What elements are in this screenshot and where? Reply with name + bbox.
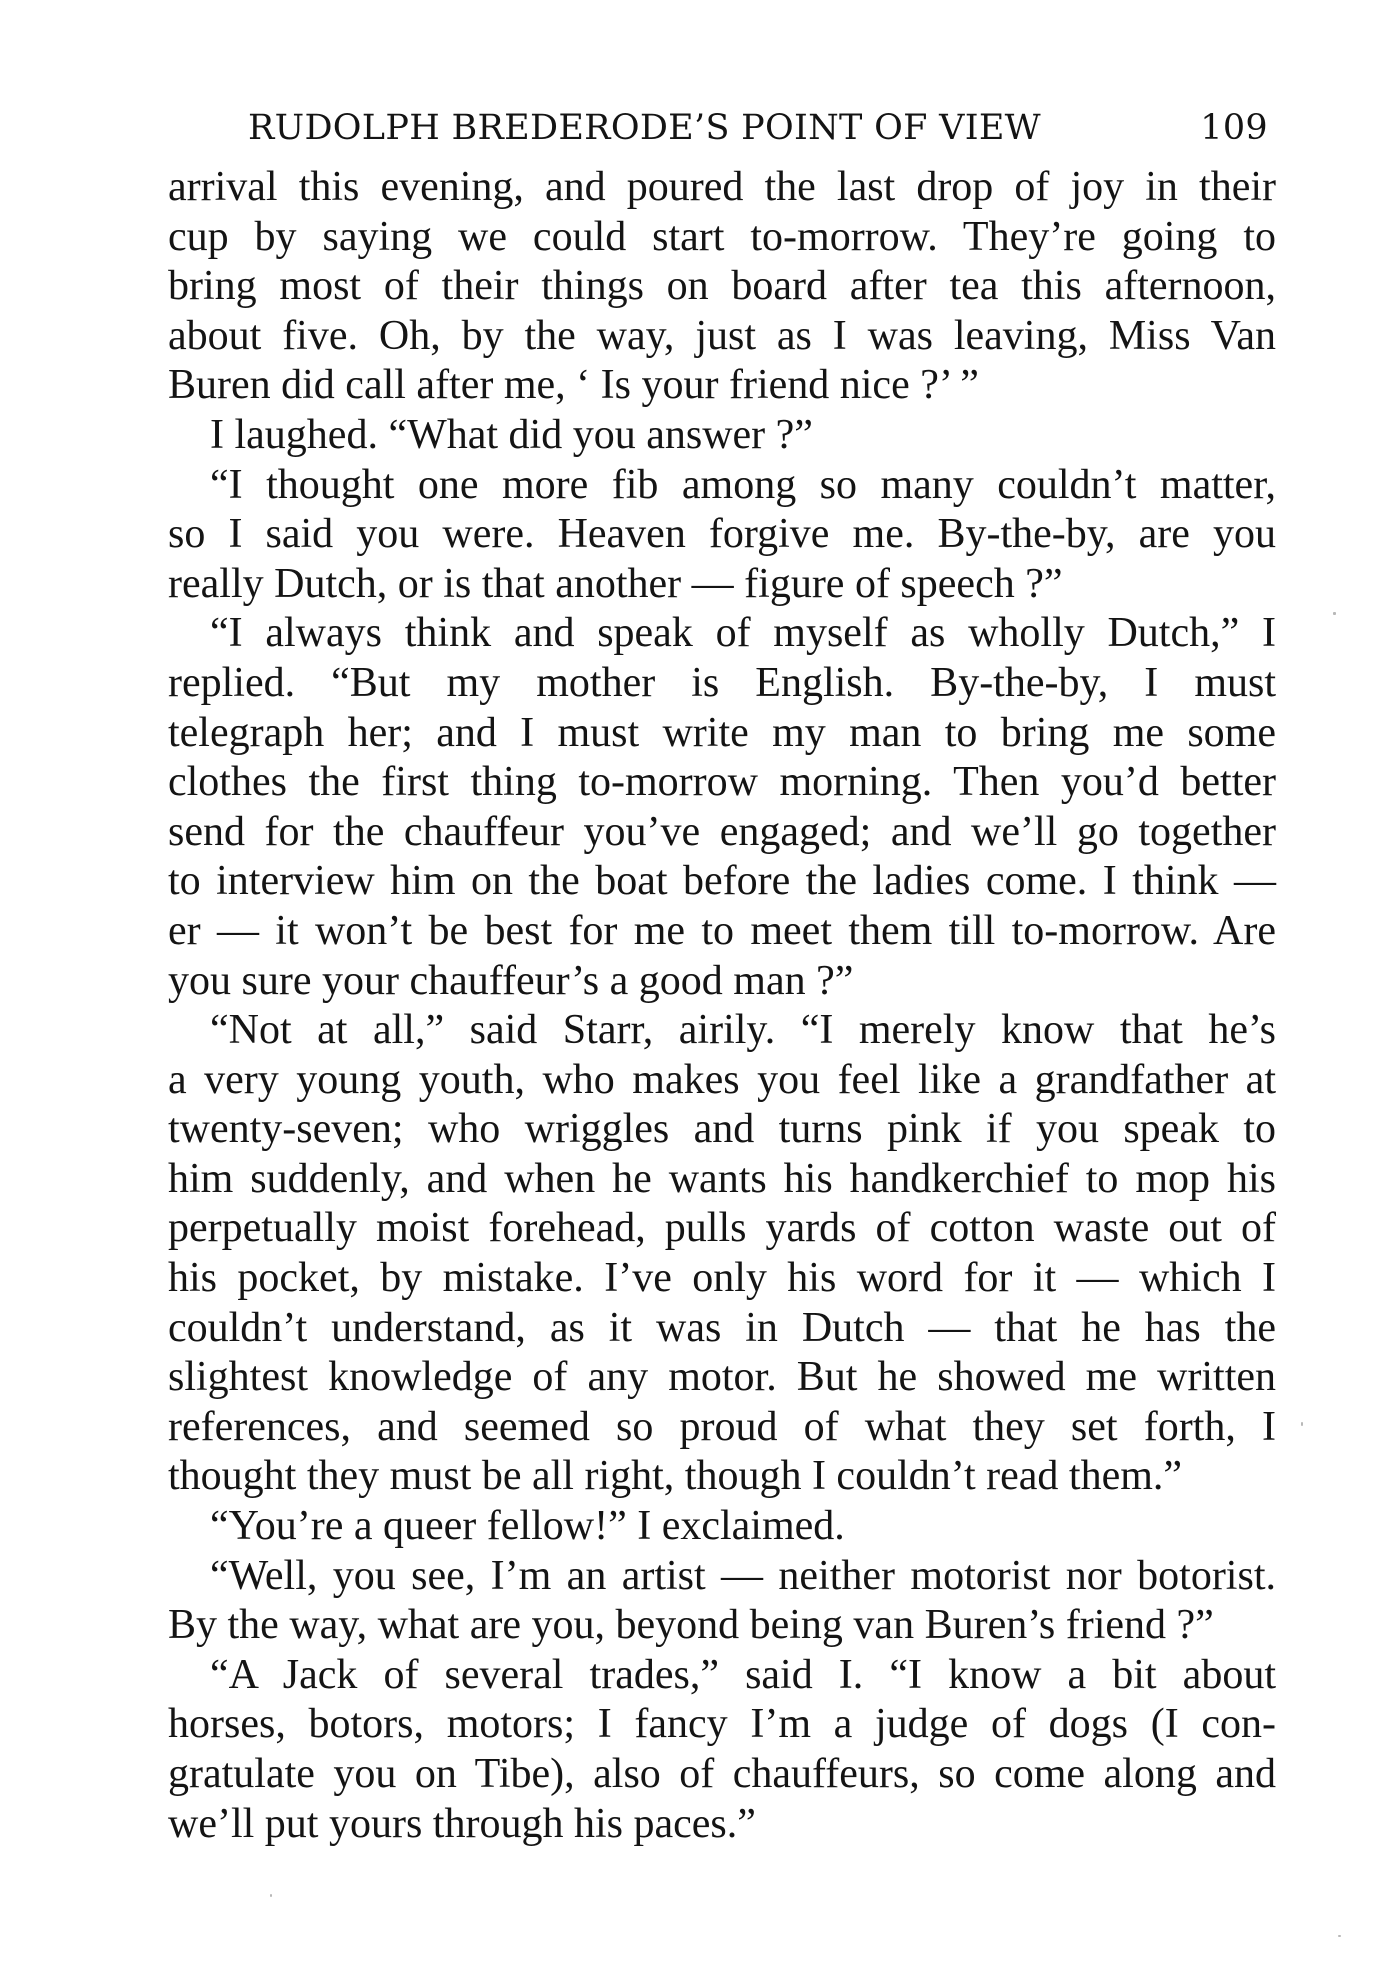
text-line: telegraph her; and I must write my man to bring me some [168,709,1276,756]
paper-speck [1301,1422,1303,1426]
text-line: references, and seemed so proud of what they set forth, I [168,1403,1276,1450]
text-line: thought they must be all right, though I couldn’t read them.” [168,1453,1183,1500]
text-line: so I said you were. Heaven forgive me. By-the-by, are you [168,511,1276,558]
text-line: “I thought one more fib among so many couldn’t matter, [210,461,1276,508]
paper-speck [1338,1935,1341,1937]
text-line: his pocket, by mistake. I’ve only his word for it — which I [168,1255,1276,1302]
text-line: arrival this evening, and poured the last drop of joy in their [168,164,1276,210]
text-line: Buren did call after me, ‘ Is your friend nice ?’ ” [168,362,979,409]
text-line: we’ll put yours through his paces.” [168,1800,756,1847]
text-line: horses, botors, motors; I fancy I’m a judge of dogs (I con- [168,1701,1276,1748]
text-line: perpetually moist forehead, pulls yards of cotton waste out of [168,1205,1276,1252]
text-line: “Well, you see, I’m an artist — neither motorist nor botorist. [210,1552,1276,1599]
running-head [248,104,1268,168]
text-line: a very young youth, who makes you feel like a grandfather at [168,1056,1276,1103]
paper-speck [270,1894,272,1897]
text-line: you sure your chauffeur’s a good man ?” [168,957,854,1004]
paper-speck [1333,612,1336,615]
chapter-title: RUDOLPH BREDERODE’S POINT OF VIEW [248,108,1041,148]
body-text [168,163,1276,1849]
text-line: to interview him on the boat before the ladies come. I think — [168,858,1276,905]
text-line: clothes the first thing to-morrow morning. Then you’d better [168,759,1276,806]
text-line: him suddenly, and when he wants his handkerchief to mop his [168,1155,1276,1202]
text-line: “A Jack of several trades,” said I. “I know a bit about [210,1651,1276,1698]
text-line: gratulate you on Tibe), also of chauffeurs, so come along and [168,1751,1276,1797]
text-line: “You’re a queer fellow!” I exclaimed. [210,1503,845,1550]
text-line: twenty-seven; who wriggles and turns pink if you speak to [168,1106,1276,1153]
text-line: send for the chauffeur you’ve engaged; and we’ll go together [168,808,1276,855]
text-line: about five. Oh, by the way, just as I was leaving, Miss Van [168,312,1276,359]
page-number: 109 [1200,108,1268,148]
text-line: couldn’t understand, as it was in Dutch — that he has the [168,1304,1276,1351]
text-line: I laughed. “What did you answer ?” [210,411,813,458]
text-line: “I always think and speak of myself as wholly Dutch,” I [210,610,1276,657]
text-line: slightest knowledge of any motor. But he showed me written [168,1354,1276,1401]
text-line: really Dutch, or is that another — figure of speech ?” [168,560,1063,607]
text-line: replied. “But my mother is English. By-the-by, I must [168,659,1276,706]
text-line: By the way, what are you, beyond being van Buren’s friend ?” [168,1602,1214,1649]
text-line: er — it won’t be best for me to meet them till to-morrow. Are [168,907,1276,954]
text-line: “Not at all,” said Starr, airily. “I merely know that he’s [210,1007,1276,1054]
text-line: cup by saying we could start to-morrow. They’re going to [168,213,1276,260]
text-line: bring most of their things on board after tea this afternoon, [168,263,1276,310]
